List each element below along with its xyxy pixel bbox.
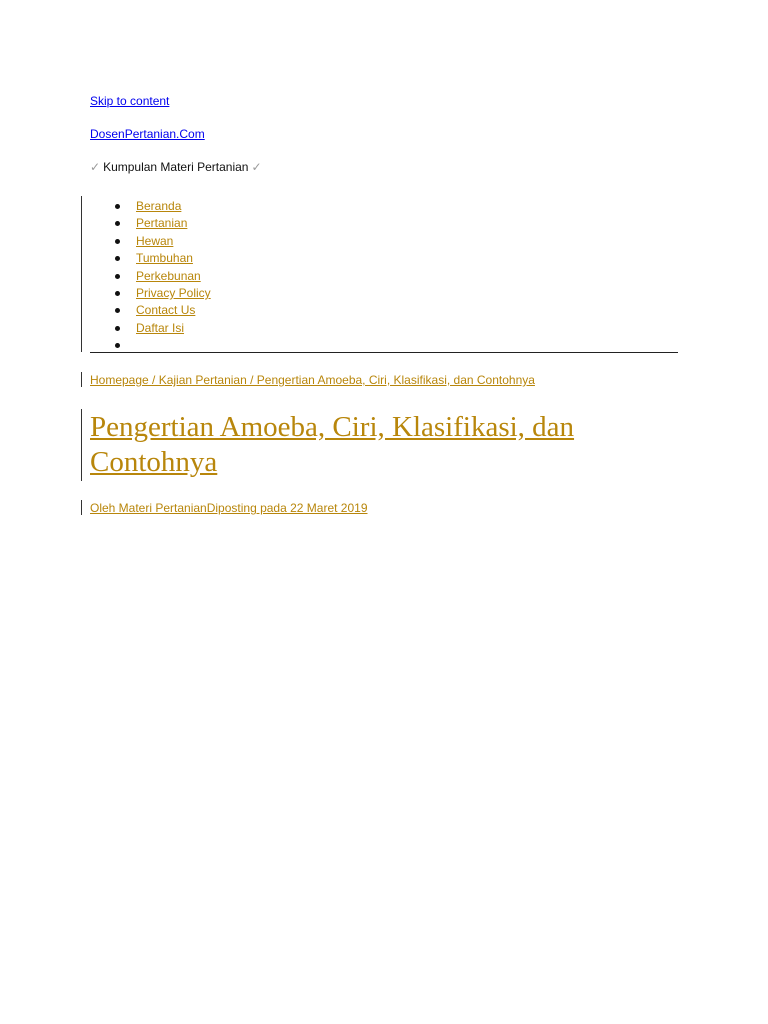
- nav-item-beranda: [112, 198, 211, 215]
- nav-item-daftar-isi: [112, 320, 211, 337]
- nav-item-hewan: [112, 233, 211, 250]
- nav-link-pertanian[interactable]: Pertanian: [136, 216, 188, 231]
- nav-item-tumbuhan: [112, 250, 211, 267]
- nav-item-privacy-policy: [112, 285, 211, 302]
- breadcrumb[interactable]: Homepage / Kajian Pertanian / Pengertian Amoeba, Ciri, Klasifikasi, dan Contohnya: [90, 373, 535, 387]
- nav-link-perkebunan[interactable]: Perkebunan: [136, 268, 201, 283]
- nav-item-pertanian: [112, 215, 211, 232]
- site-title-link[interactable]: DosenPertanian.Com: [90, 127, 205, 141]
- title-border: [81, 409, 82, 481]
- check-mark-icon: ✓: [251, 160, 262, 174]
- nav-link-hewan[interactable]: Hewan: [136, 233, 174, 248]
- nav-item-perkebunan: [112, 268, 211, 285]
- nav-link-tumbuhan[interactable]: Tumbuhan: [136, 251, 193, 266]
- page-title[interactable]: Pengertian Amoeba, Ciri, Klasifikasi, dan Contohnya: [90, 411, 575, 478]
- meta-border: [81, 500, 82, 515]
- breadcrumb-border: [81, 372, 82, 387]
- main-navigation: [112, 198, 211, 355]
- nav-link-daftar-isi[interactable]: Daftar Isi: [136, 320, 185, 335]
- nav-item-contact-us: [112, 302, 211, 319]
- nav-link-privacy-policy[interactable]: Privacy Policy: [136, 285, 211, 300]
- site-tagline: [90, 160, 262, 174]
- nav-link-beranda[interactable]: Beranda: [136, 199, 182, 213]
- skip-to-content-link[interactable]: Skip to content: [90, 94, 170, 108]
- tagline-text: Kumpulan Materi Pertanian: [103, 160, 249, 174]
- post-meta-link[interactable]: Oleh Materi PertanianDiposting pada 22 Maret 2019: [90, 501, 368, 515]
- check-mark-icon: ✓: [90, 160, 101, 174]
- nav-divider: [90, 352, 678, 353]
- nav-left-border: [81, 196, 82, 352]
- nav-link-contact-us[interactable]: Contact Us: [136, 303, 196, 318]
